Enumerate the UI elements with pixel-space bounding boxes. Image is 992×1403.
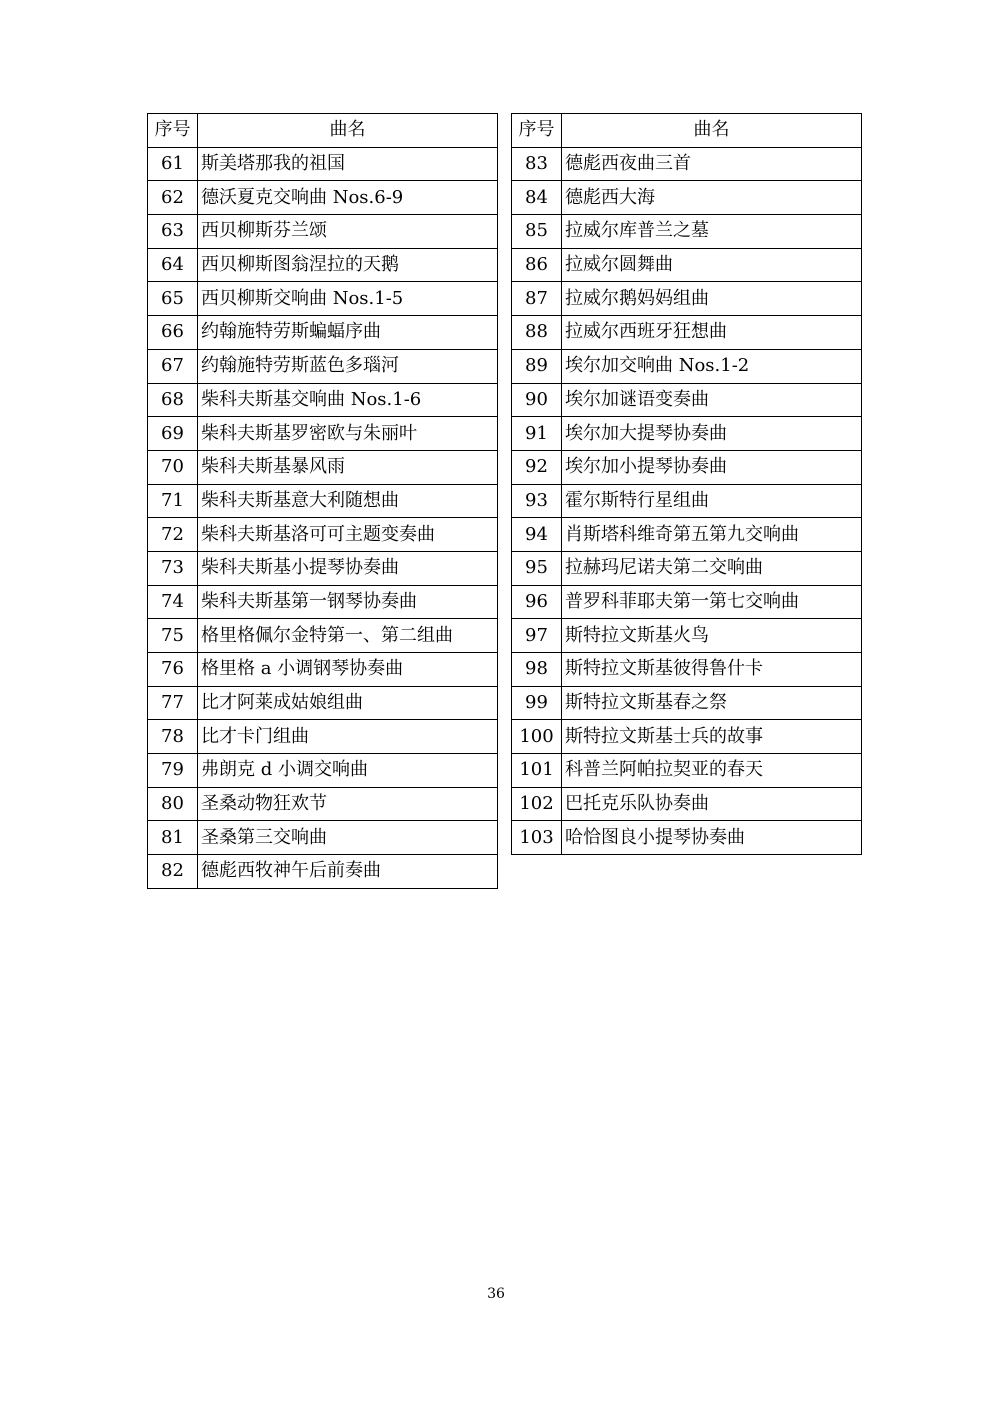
piece-number: 71	[148, 484, 198, 518]
column-header-number: 序号	[148, 114, 198, 148]
piece-number: 79	[148, 754, 198, 788]
piece-number: 74	[148, 585, 198, 619]
piece-title: 拉威尔圆舞曲	[562, 248, 862, 282]
piece-number: 86	[512, 248, 562, 282]
table-row	[512, 619, 862, 653]
table-row	[148, 720, 498, 754]
table-row	[148, 147, 498, 181]
piece-title: 巴托克乐队协奏曲	[562, 787, 862, 821]
piece-title: 埃尔加小提琴协奏曲	[562, 450, 862, 484]
table-row	[512, 551, 862, 585]
piece-title: 弗朗克 d 小调交响曲	[198, 754, 498, 788]
table-row	[148, 787, 498, 821]
piece-title: 霍尔斯特行星组曲	[562, 484, 862, 518]
piece-title: 约翰施特劳斯蓝色多瑙河	[198, 349, 498, 383]
piece-number: 101	[512, 754, 562, 788]
table-header-row	[512, 114, 862, 148]
piece-title: 斯特拉文斯基火鸟	[562, 619, 862, 653]
table-row	[512, 282, 862, 316]
piece-title: 拉威尔西班牙狂想曲	[562, 316, 862, 350]
piece-number: 68	[148, 383, 198, 417]
piece-number: 63	[148, 215, 198, 249]
piece-number: 80	[148, 787, 198, 821]
piece-number: 77	[148, 686, 198, 720]
piece-title: 柴科夫斯基暴风雨	[198, 450, 498, 484]
table-row	[512, 316, 862, 350]
piece-title: 格里格佩尔金特第一、第二组曲	[198, 619, 498, 653]
music-list-table-left	[147, 113, 498, 889]
table-row	[512, 686, 862, 720]
piece-title: 德彪西大海	[562, 181, 862, 215]
piece-title: 格里格 a 小调钢琴协奏曲	[198, 653, 498, 687]
piece-number: 61	[148, 147, 198, 181]
table-row	[148, 282, 498, 316]
piece-number: 99	[512, 686, 562, 720]
piece-number: 96	[512, 585, 562, 619]
piece-number: 100	[512, 720, 562, 754]
piece-number: 88	[512, 316, 562, 350]
piece-title: 西贝柳斯芬兰颂	[198, 215, 498, 249]
piece-title: 哈恰图良小提琴协奏曲	[562, 821, 862, 855]
piece-number: 84	[512, 181, 562, 215]
piece-title: 埃尔加大提琴协奏曲	[562, 417, 862, 451]
piece-title: 埃尔加谜语变奏曲	[562, 383, 862, 417]
table-row	[512, 248, 862, 282]
piece-number: 62	[148, 181, 198, 215]
piece-number: 98	[512, 653, 562, 687]
piece-number: 83	[512, 147, 562, 181]
table-header-row	[148, 114, 498, 148]
table-row	[148, 585, 498, 619]
piece-title: 斯美塔那我的祖国	[198, 147, 498, 181]
table-row	[512, 720, 862, 754]
table-row	[512, 215, 862, 249]
table-row	[512, 484, 862, 518]
piece-number: 102	[512, 787, 562, 821]
table-row	[148, 518, 498, 552]
piece-number: 66	[148, 316, 198, 350]
piece-number: 92	[512, 450, 562, 484]
table-row	[148, 619, 498, 653]
table-row	[512, 147, 862, 181]
piece-title: 柴科夫斯基洛可可主题变奏曲	[198, 518, 498, 552]
piece-number: 81	[148, 821, 198, 855]
table-row	[512, 653, 862, 687]
piece-title: 柴科夫斯基小提琴协奏曲	[198, 551, 498, 585]
piece-number: 97	[512, 619, 562, 653]
piece-number: 72	[148, 518, 198, 552]
piece-title: 西贝柳斯交响曲 Nos.1-5	[198, 282, 498, 316]
table-row	[148, 855, 498, 889]
piece-number: 78	[148, 720, 198, 754]
table-row	[148, 686, 498, 720]
piece-number: 89	[512, 349, 562, 383]
piece-title: 西贝柳斯图翁涅拉的天鹅	[198, 248, 498, 282]
table-row	[512, 754, 862, 788]
column-header-title: 曲名	[198, 114, 498, 148]
piece-title: 斯特拉文斯基士兵的故事	[562, 720, 862, 754]
piece-title: 约翰施特劳斯蝙蝠序曲	[198, 316, 498, 350]
table-body	[148, 147, 498, 888]
music-list-table-right	[511, 113, 862, 855]
piece-title: 柴科夫斯基交响曲 Nos.1-6	[198, 383, 498, 417]
piece-title: 埃尔加交响曲 Nos.1-2	[562, 349, 862, 383]
table-row	[512, 417, 862, 451]
piece-number: 70	[148, 450, 198, 484]
piece-number: 103	[512, 821, 562, 855]
piece-number: 76	[148, 653, 198, 687]
piece-number: 87	[512, 282, 562, 316]
table-row	[512, 181, 862, 215]
piece-title: 德彪西牧神午后前奏曲	[198, 855, 498, 889]
table-row	[148, 248, 498, 282]
piece-title: 圣桑动物狂欢节	[198, 787, 498, 821]
table-row	[148, 316, 498, 350]
piece-title: 比才阿莱成姑娘组曲	[198, 686, 498, 720]
table-row	[512, 349, 862, 383]
table-row	[148, 484, 498, 518]
table-row	[512, 450, 862, 484]
piece-number: 91	[512, 417, 562, 451]
piece-number: 73	[148, 551, 198, 585]
table-row	[512, 383, 862, 417]
piece-number: 64	[148, 248, 198, 282]
piece-title: 柴科夫斯基罗密欧与朱丽叶	[198, 417, 498, 451]
piece-title: 拉威尔鹅妈妈组曲	[562, 282, 862, 316]
piece-title: 德彪西夜曲三首	[562, 147, 862, 181]
piece-number: 75	[148, 619, 198, 653]
table-row	[148, 821, 498, 855]
column-header-number: 序号	[512, 114, 562, 148]
table-row	[148, 215, 498, 249]
table-row	[148, 349, 498, 383]
table-row	[148, 653, 498, 687]
table-row	[148, 551, 498, 585]
table-row	[148, 450, 498, 484]
piece-title: 拉威尔库普兰之墓	[562, 215, 862, 249]
piece-number: 69	[148, 417, 198, 451]
piece-number: 93	[512, 484, 562, 518]
column-header-title: 曲名	[562, 114, 862, 148]
table-row	[512, 821, 862, 855]
piece-title: 斯特拉文斯基春之祭	[562, 686, 862, 720]
piece-number: 67	[148, 349, 198, 383]
table-row	[512, 518, 862, 552]
table-body	[512, 147, 862, 854]
piece-title: 德沃夏克交响曲 Nos.6-9	[198, 181, 498, 215]
piece-title: 普罗科菲耶夫第一第七交响曲	[562, 585, 862, 619]
piece-number: 82	[148, 855, 198, 889]
piece-title: 拉赫玛尼诺夫第二交响曲	[562, 551, 862, 585]
piece-title: 肖斯塔科维奇第五第九交响曲	[562, 518, 862, 552]
piece-title: 柴科夫斯基意大利随想曲	[198, 484, 498, 518]
table-row	[512, 787, 862, 821]
table-row	[148, 181, 498, 215]
piece-title: 斯特拉文斯基彼得鲁什卡	[562, 653, 862, 687]
piece-title: 科普兰阿帕拉契亚的春天	[562, 754, 862, 788]
page-number: 36	[487, 1286, 505, 1302]
piece-number: 90	[512, 383, 562, 417]
piece-number: 95	[512, 551, 562, 585]
piece-number: 65	[148, 282, 198, 316]
table-row	[148, 754, 498, 788]
piece-title: 圣桑第三交响曲	[198, 821, 498, 855]
table-row	[148, 383, 498, 417]
piece-title: 柴科夫斯基第一钢琴协奏曲	[198, 585, 498, 619]
table-row	[512, 585, 862, 619]
piece-number: 94	[512, 518, 562, 552]
table-row	[148, 417, 498, 451]
piece-title: 比才卡门组曲	[198, 720, 498, 754]
piece-number: 85	[512, 215, 562, 249]
